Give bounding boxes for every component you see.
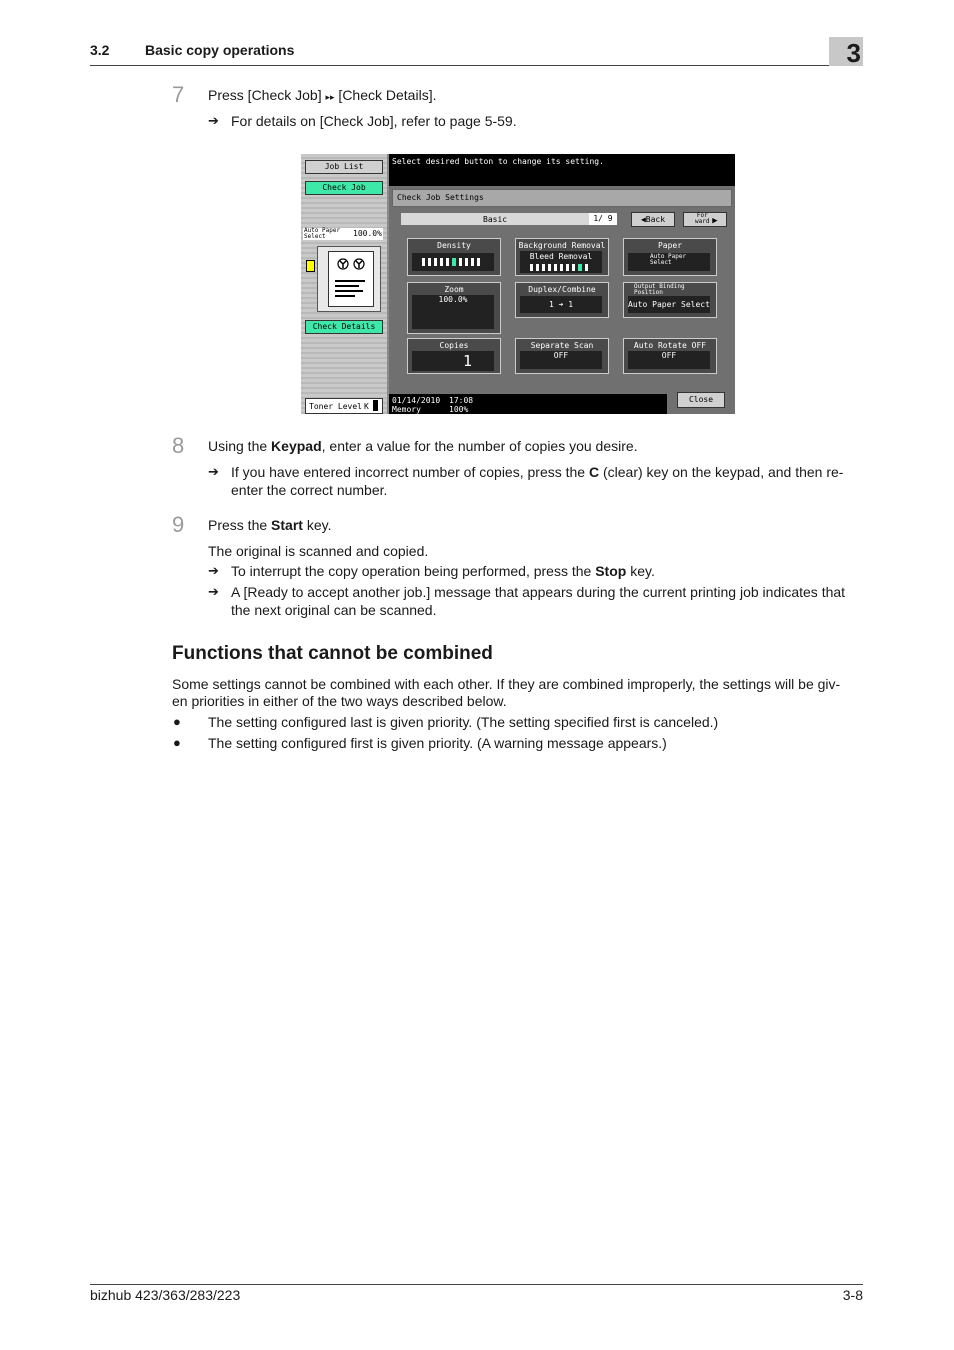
page-preview-graphic — [329, 252, 373, 306]
basic-tab — [401, 213, 617, 225]
forward-button[interactable] — [683, 212, 727, 227]
close-button[interactable]: Close — [677, 392, 725, 408]
step-number: 9 — [172, 512, 185, 537]
step-8-note-bold: C — [588, 464, 600, 480]
zoom-value-box — [412, 295, 494, 329]
pane-title-text: Check Job Settings — [397, 193, 484, 202]
status-bar — [389, 394, 667, 414]
density-button[interactable] — [407, 238, 501, 276]
paper-label: Paper — [657, 241, 683, 250]
step-7-text-post: [Check Details]. — [334, 87, 437, 103]
message-bar — [389, 154, 735, 186]
zoom-label: Zoom — [444, 285, 464, 294]
density-scale-graphic — [412, 253, 494, 271]
check-job-settings-screen — [301, 154, 735, 414]
paper-value — [628, 253, 710, 271]
original-preview — [317, 246, 381, 312]
auto-paper-select-label: Auto Paper Select — [304, 227, 341, 240]
step-9-note1 — [231, 562, 655, 580]
background-removal-value: Bleed Removal — [529, 252, 593, 261]
toner-bar — [373, 400, 378, 411]
auto-rotate-label: Auto Rotate OFF — [633, 341, 707, 350]
step-9-text — [208, 516, 331, 534]
page-preview — [328, 251, 374, 307]
separate-scan-label: Separate Scan — [530, 341, 594, 350]
status-time: 17:08 — [449, 396, 474, 405]
top-message: Select desired button to change its setting. — [392, 157, 604, 166]
footer-page-number: 3-8 — [842, 1287, 863, 1303]
page-indicator: 1/ 9 — [589, 213, 617, 225]
step-9-result: The original is scanned and copied. — [208, 543, 429, 559]
step-9-note2-line2: the next original can be scanned. — [231, 602, 437, 618]
step-8-note-pre: If you have entered incorrect number of copies, press the — [231, 464, 589, 480]
output-binding-label: Output Binding Position — [634, 283, 685, 296]
step-9-note2-line1: A [Ready to accept another job.] message that appears during the current printing job indicates that — [231, 584, 846, 600]
copies-button[interactable] — [407, 338, 501, 374]
paper-value-text: Auto Paper Select — [650, 253, 687, 266]
step-8-text-pre: Using the — [208, 438, 272, 454]
duplex-combine-button[interactable] — [515, 282, 609, 318]
background-removal-scale — [520, 262, 602, 272]
status-date: 01/14/2010 — [392, 396, 441, 405]
step-7-text — [208, 86, 436, 106]
check-job-button[interactable]: Check Job — [305, 181, 383, 195]
step-8-text-post: , enter a value for the number of copies you desire. — [321, 438, 638, 454]
back-button[interactable] — [631, 212, 675, 227]
arrow-icon: ➔ — [208, 113, 219, 128]
step-8-note-line2: enter the correct number. — [231, 482, 388, 498]
bullet-icon: ● — [173, 714, 181, 729]
arrow-icon: ➔ — [208, 584, 219, 599]
zoom-side-value: 100.0% — [353, 229, 382, 238]
section-intro-line1: Some settings cannot be combined with each other. If they are combined improperly, the settings will be giv- — [172, 676, 841, 692]
step-9-text-post: key. — [302, 517, 332, 533]
check-details-button[interactable]: Check Details — [305, 320, 383, 334]
zoom-button[interactable] — [407, 282, 501, 334]
bullet-item: The setting configured first is given priority. (A warning message appears.) — [208, 735, 667, 751]
toner-level-label: Toner Level — [309, 402, 362, 411]
auto-rotate-value: OFF — [628, 351, 710, 369]
paper-info — [303, 228, 383, 240]
bullet-icon: ● — [173, 735, 181, 750]
tray-icon — [306, 260, 315, 272]
duplex-combine-label: Duplex/Combine — [528, 285, 596, 294]
separate-scan-button[interactable] — [515, 338, 609, 374]
copies-label: Copies — [439, 341, 469, 350]
background-removal-label: Background Removal — [518, 241, 606, 250]
back-label: Back — [645, 215, 666, 224]
background-removal-value-box — [520, 251, 602, 273]
footer-product: bizhub 423/363/283/223 — [90, 1287, 241, 1303]
job-list-button[interactable]: Job List — [305, 160, 383, 174]
copies-value: 1 — [412, 351, 494, 371]
forward-label: For ward — [695, 212, 710, 225]
toner-color: K — [364, 402, 369, 411]
bullet-item: The setting configured last is given priority. (The setting specified first is canceled.) — [208, 714, 719, 730]
double-arrow-icon: ▸▸ — [325, 92, 335, 102]
header-rule — [90, 65, 863, 66]
section-number: 3.2 — [90, 42, 110, 58]
step-number: 8 — [172, 433, 185, 458]
step-7-text-pre: Press [Check Job] — [208, 87, 326, 103]
left-panel — [301, 154, 387, 414]
step-number: 7 — [172, 82, 185, 107]
step-9-text-pre: Press the — [208, 517, 272, 533]
settings-pane — [389, 186, 735, 414]
arrow-icon: ➔ — [208, 464, 219, 479]
toner-level — [305, 398, 383, 414]
density-label: Density — [437, 241, 471, 250]
step-8-text — [208, 437, 638, 455]
paper-button[interactable] — [623, 238, 717, 276]
forward-arrow-icon: ▶ — [712, 216, 718, 226]
auto-rotate-button[interactable] — [623, 338, 717, 374]
density-scale — [412, 253, 494, 271]
output-binding-value: Auto Paper Select — [628, 296, 710, 313]
footer-rule — [90, 1284, 863, 1285]
pane-title — [392, 189, 732, 207]
section-intro-line2: en priorities in either of the two ways described below. — [172, 693, 507, 709]
step-9-note1-pre: To interrupt the copy operation being performed, press the — [231, 563, 596, 579]
zoom-value: 100.0% — [438, 295, 468, 304]
step-8-bold: Keypad — [271, 438, 322, 454]
basic-tab-label: Basic — [483, 215, 508, 224]
memory-label: Memory — [392, 405, 421, 414]
back-arrow-icon: ◀ — [640, 215, 646, 224]
step-8-note-post: (clear) key on the keypad, and then re- — [599, 464, 844, 480]
step-9-note1-post: key. — [626, 563, 655, 579]
step-7-note: For details on [Check Job], refer to page 5-59. — [231, 113, 517, 129]
memory-value: 100% — [449, 405, 469, 414]
step-9-bold: Start — [271, 517, 303, 533]
step-9-note1-bold: Stop — [595, 563, 627, 579]
separate-scan-value: OFF — [520, 351, 602, 369]
background-removal-button[interactable] — [515, 238, 609, 276]
section-title: Basic copy operations — [145, 42, 295, 58]
chapter-badge: 3 — [829, 37, 863, 66]
arrow-icon: ➔ — [208, 563, 219, 578]
section-heading: Functions that cannot be combined — [172, 643, 493, 664]
output-binding-button[interactable] — [623, 282, 717, 318]
duplex-combine-value: 1 ➔ 1 — [520, 296, 602, 313]
step-8-note-line1 — [231, 463, 843, 481]
